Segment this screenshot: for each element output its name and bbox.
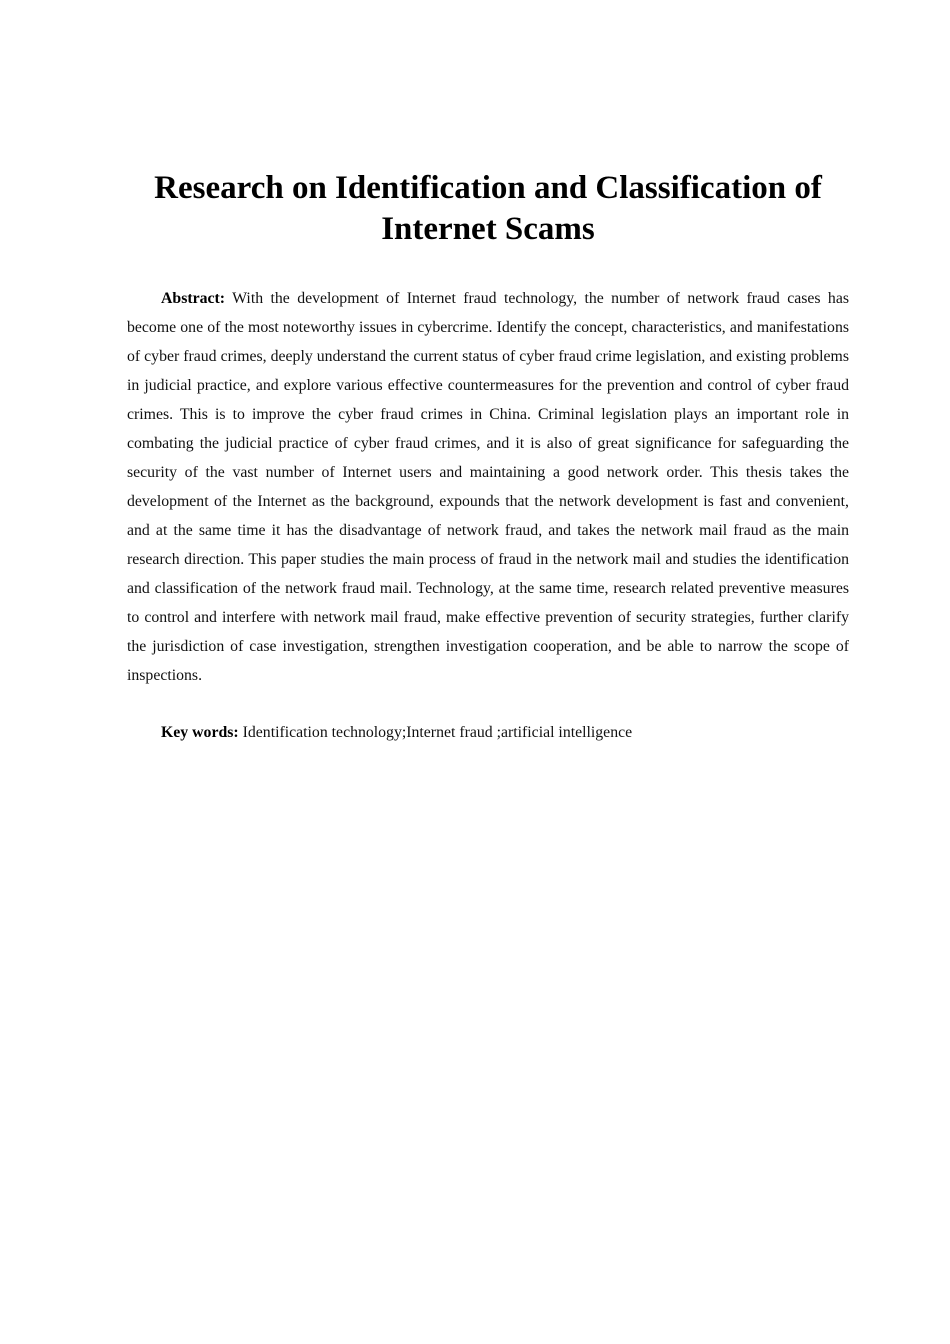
abstract-text: With the development of Internet fraud technology, the number of network fraud cases has become one of the most noteworthy issues in cybercrime. Identify the concept, characteristics, and manifestations of cyber fraud crimes, deeply understand the current status of cyber fraud crime legislation, and existing problems in judicial practice, and explore various effective countermeasures for the prevention and control of cyber fraud crimes. This is to improve the cyber fraud crimes in China. Criminal legislation plays an important role in combating the judicial practice of cyber fraud crimes, and it is also of great significance for safeguarding the security of the vast number of Internet users and maintaining a good network order. This thesis takes the development of the Internet as the background, expounds that the network development is fast and convenient, and at the same time it has the disadvantage of network fraud, and takes the network mail fraud as the main research direction. This paper studies the main process of fraud in the network mail and studies the identification and classification of the network fraud mail. Technology, at the same time, research related preventive measures to control and interfere with network mail fraud, make effective prevention of security strategies, further clarify the jurisdiction of case investigation, strengthen investigation cooperation, and be able to narrow the scope of inspections.: [127, 290, 849, 684]
abstract-paragraph: [127, 284, 849, 690]
abstract-label: Abstract:: [161, 290, 226, 307]
keywords-paragraph: [127, 718, 849, 747]
keywords-text: Identification technology;Internet fraud ;artificial intelligence: [242, 724, 633, 741]
keywords-label: Key words:: [161, 724, 239, 741]
paper-title: Research on Identification and Classification of Internet Scams: [154, 170, 822, 247]
